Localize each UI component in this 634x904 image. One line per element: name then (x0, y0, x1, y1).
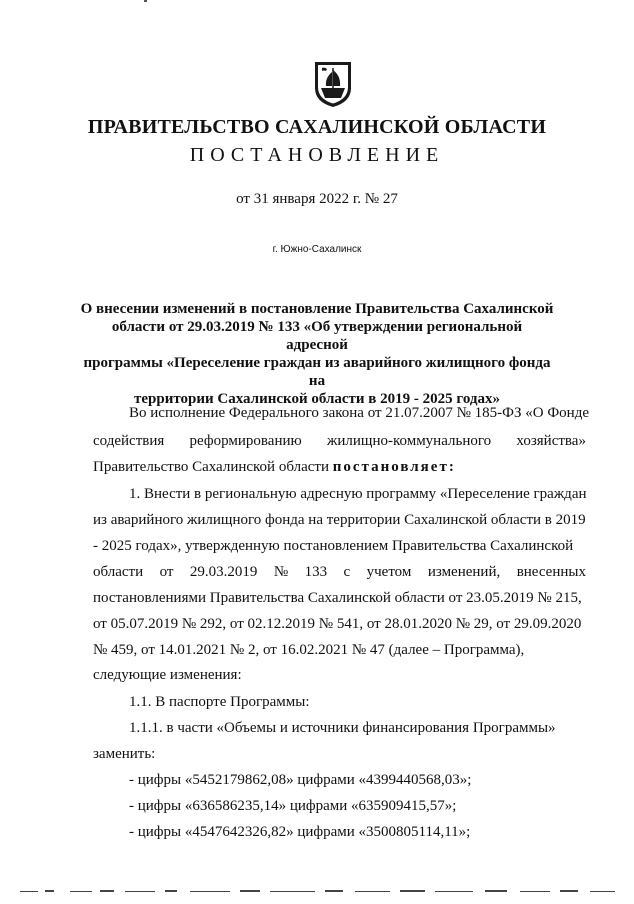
sakhalin-coat-of-arms-icon (313, 58, 353, 108)
paragraph-line: постановлениями Правительства Сахалинской области от 23.05.2019 № 215, (93, 590, 582, 606)
word: внесенных (516, 564, 586, 580)
preamble-text: Правительство Сахалинской области (93, 459, 329, 475)
paragraph-line: следующие изменения: (93, 667, 242, 683)
preamble-line: Во исполнение Федерального закона от 21.07.2007 № 185-ФЗ «О Фонде (129, 405, 589, 421)
resolves-keyword: постановляет: (332, 459, 456, 475)
paragraph-justified-line (93, 564, 586, 581)
document-type: ПОСТАНОВЛЕНИЕ (189, 144, 445, 166)
document-date: от 31 января 2022 г. № 27 (236, 191, 398, 207)
scan-noise-strip (0, 888, 634, 896)
paragraph-line: заменить: (93, 746, 156, 762)
word: хозяйства» (516, 433, 586, 449)
word: от (159, 564, 174, 580)
paragraph-line: 1.1. В паспорте Программы: (129, 694, 310, 710)
paragraph-line: от 05.07.2019 № 292, от 02.12.2019 № 541, от 28.01.2020 № 29, от 29.09.2020 (93, 616, 582, 632)
subject-line: программы «Переселение граждан из аварийного жилищного фонда на (83, 355, 551, 389)
subject-line: территории Сахалинской области в 2019 - 2025 годах» (133, 391, 500, 407)
word: области (93, 564, 144, 580)
word: изменений, (427, 564, 501, 580)
scan-artifact (144, 0, 147, 2)
subject-line: О внесении изменений в постановление Правительства Сахалинской (80, 301, 554, 317)
word: учетом (366, 564, 412, 580)
paragraph-line: - 2025 годах», утвержденную постановлением Правительства Сахалинской (93, 538, 574, 554)
subject-line: области от 29.03.2019 № 133 «Об утверждении региональной адресной (111, 319, 523, 353)
preamble-justified-line (93, 433, 586, 450)
word: жилищно-коммунального (326, 433, 492, 449)
word: 29.03.2019 (189, 564, 258, 580)
word: содействия (93, 433, 165, 449)
paragraph-line: № 459, от 14.01.2021 № 2, от 16.02.2021 № 47 (далее – Программа), (93, 642, 525, 658)
paragraph-line: из аварийного жилищного фонда на территории Сахалинской области в 2019 (93, 512, 586, 528)
word: с (343, 564, 351, 580)
word: реформированию (189, 433, 302, 449)
list-item: - цифры «636586235,14» цифрами «635909415,57»; (129, 798, 457, 814)
paragraph-line: 1.1.1. в части «Объемы и источники финансирования Программы» (129, 720, 556, 736)
list-item: - цифры «5452179862,08» цифрами «4399440568,03»; (129, 772, 472, 788)
paragraph-line: 1. Внести в региональную адресную программу «Переселение граждан (129, 486, 587, 502)
word: 133 (304, 564, 328, 580)
preamble-line (93, 459, 456, 476)
list-item: - цифры «4547642326,82» цифрами «3500805114,11»; (129, 824, 471, 840)
document-subject (80, 300, 554, 408)
word: № (273, 564, 289, 580)
government-title: ПРАВИТЕЛЬСТВО САХАЛИНСКОЙ ОБЛАСТИ (87, 116, 547, 138)
document-city: г. Южно-Сахалинск (272, 244, 362, 255)
